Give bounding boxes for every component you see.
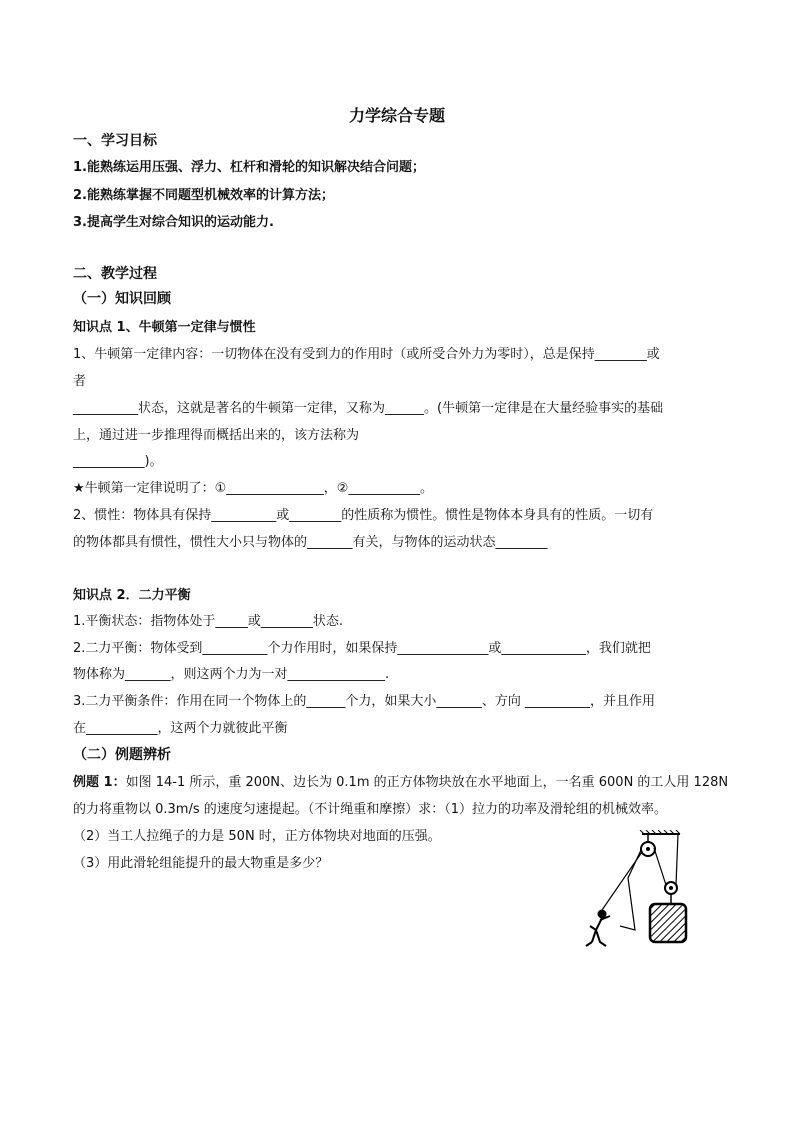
- section2-heading: 二、教学过程: [73, 266, 157, 282]
- ceiling-support: [640, 830, 680, 842]
- kp1-line-4: 上，通过进一步推理得而概括出来的，该方法称为: [73, 428, 360, 443]
- section1-heading: 一、学习目标: [73, 133, 157, 149]
- example1-line-1-text: 如图 14-1 所示，重 200N、边长为 0.1m 的正方体物块放在水平地面上，一名重 600N 的工人用 128N: [125, 775, 729, 790]
- kp1-line-3: __________状态，这就是著名的牛顿第一定律，又称为______。(牛顿第一定律是在大量经验事实的基础: [73, 401, 664, 416]
- kp2-title: 知识点 2．二力平衡: [73, 588, 191, 603]
- example1-line-2: 的力将重物以 0.3m/s 的速度匀速提起。（不计绳重和摩擦）求：（1）拉力的功率及滑轮组的机械效率。: [73, 802, 668, 817]
- kp1-line-6: ★牛顿第一定律说明了：①_______________，②___________。: [73, 481, 433, 496]
- kp2-line-4: 3.二力平衡条件：作用在同一个物体上的______个力，如果大小_______、方向 __________，并且作用: [73, 694, 656, 709]
- example1-line-3: （2）当工人拉绳子的力是 50N 时，正方体物块对地面的压强。: [73, 829, 441, 844]
- example1-label: 例题 1：: [73, 775, 126, 790]
- kp1-line-1: 1、牛顿第一定律内容：一切物体在没有受到力的作用时（或所受合外力为零时），总是保持________或: [73, 347, 660, 362]
- kp1-line-5: ___________)。: [73, 454, 163, 469]
- kp2-line-2: 2.二力平衡：物体受到__________个力作用时，如果保持______________或_____________，我们就把: [73, 641, 651, 656]
- kp1-title: 知识点 1、牛顿第一定律与惯性: [73, 320, 256, 335]
- fixed-pulley: [641, 842, 655, 856]
- subsection-knowledge-review: （一）知识回顾: [73, 291, 171, 307]
- subsection-example-analysis: （二）例题辨析: [73, 747, 171, 763]
- kp1-line-8: 的物体都具有惯性，惯性大小只与物体的_______有关，与物体的运动状态________: [73, 535, 548, 550]
- kp1-line-2: 者: [73, 374, 87, 389]
- kp2-line-3: 物体称为_______，则这两个力为一对_______________.: [73, 667, 390, 682]
- movable-pulley: [665, 882, 677, 904]
- pulley-system-figure: [580, 830, 690, 958]
- worker-figure: [586, 911, 610, 947]
- kp2-line-5: 在___________，这两个力就彼此平衡: [73, 721, 288, 736]
- goal-item-2: 2.能熟练掌握不同题型机械效率的计算方法；: [73, 188, 334, 203]
- goal-item-1: 1.能熟练运用压强、浮力、杠杆和滑轮的知识解决结合问题；: [73, 160, 425, 175]
- kp1-line-7: 2、惯性：物体具有保持__________或________的性质称为惯性。惯性是物体本身具有的性质。一切有: [73, 508, 654, 523]
- example1-line-4: （3）用此滑轮组能提升的最大物重是多少？: [73, 856, 329, 871]
- goal-item-3: 3.提高学生对综合知识的运动能力.: [73, 215, 274, 230]
- hatched-block: [650, 904, 686, 942]
- example1-line-1: [73, 774, 728, 792]
- page-title: 力学综合专题: [348, 106, 445, 125]
- kp2-line-1: 1.平衡状态：指物体处于_____或________状态.: [73, 614, 344, 629]
